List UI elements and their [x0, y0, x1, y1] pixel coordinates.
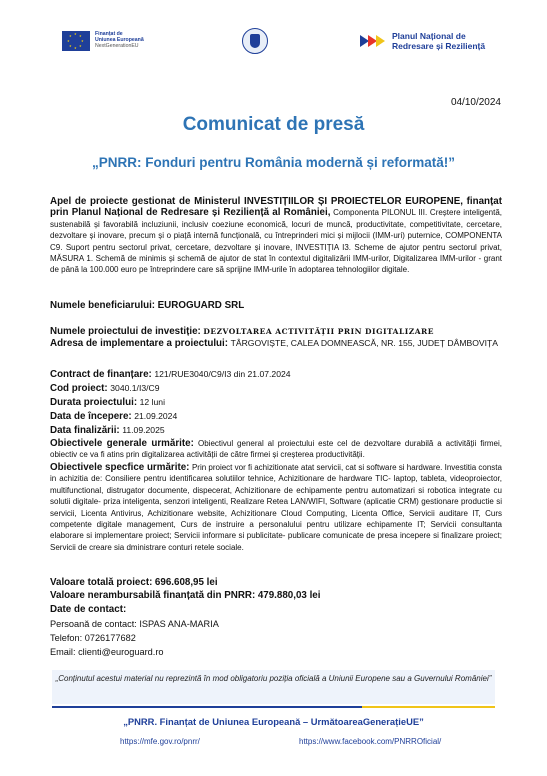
contact-phone: Telefon: 0726177682 — [50, 633, 136, 643]
grant-value-amount: 479.880,03 lei — [257, 590, 321, 601]
intro-paragraph — [50, 196, 502, 276]
beneficiary-label: Numele beneficiarului: — [50, 300, 156, 311]
project-name-value: DEZVOLTAREA ACTIVITĂȚII PRIN DIGITALIZARE — [203, 327, 434, 336]
specific-objectives-label: Obiectivele specfice urmărite: — [50, 462, 190, 473]
contract-row — [50, 369, 502, 381]
beneficiary-row — [50, 300, 502, 312]
code-value: 3040.1/I3/C9 — [110, 383, 160, 393]
intro-text: Componenta PILONUL III. Creștere inteligentă, sustenabilă și favorabilă incluziunii, inclusiv coeziune economică, locuri de muncă, productivitate, competitivitate, cercetare, dezvoltare și inovare, precum și o piață internă funcțională, cu întreprinderi mici și mijlocii (IMM-uri) puternice, COMPONENTA C9. Suport pentru sectorul privat, cercetare, dezvoltare și inovare, INVESTIȚIA I3. Scheme de ajutor pentru sectorul privat, MĂSURA 1. Schemă de minimis și schemă de ajutor de stat în contextul digitalizării IMM-urilor, Digitalizarea IMM-urilor - grant de până la 100.000 euro pe întreprindere care să sprijine IMM-urile în adoptarea tehnologiilor digitale. — [50, 208, 502, 275]
general-objectives-label: Obiectivele generale urmărite: — [50, 438, 194, 449]
grant-value-row — [50, 590, 502, 602]
contact-email[interactable]: Email: clienti@euroguard.ro — [50, 647, 164, 657]
eu-logo-line1: Finanțat de — [95, 31, 123, 37]
contact-heading-row — [50, 604, 502, 616]
duration-row — [50, 397, 502, 409]
footer-divider — [52, 706, 495, 708]
general-objectives-value: Obiectivul general al proiectului este cel de dezvoltare durabilă a activității firmei, obiectiv ce va fi atins prin digitalizarea activității de către firmei și creșterea productivității. — [50, 439, 502, 460]
footer-link-facebook[interactable]: https://www.facebook.com/PNRROficial/ — [299, 737, 442, 746]
pnrr-logo-line1: Planul Național de — [392, 31, 466, 41]
pnrr-logo-icon — [360, 33, 390, 49]
general-objectives — [50, 438, 502, 460]
pnrr-logo-line2: Redresare și Reziliență — [392, 40, 486, 51]
pnrr-logo-text — [392, 32, 485, 51]
project-address-label: Adresa de implementare a proiectului: — [50, 338, 229, 349]
duration-value: 12 luni — [139, 397, 165, 407]
end-label: Data finalizării: — [50, 425, 120, 436]
document-date: 04/10/2024 — [450, 97, 501, 108]
duration-label: Durata proiectului: — [50, 397, 138, 408]
contract-label: Contract de finanțare: — [50, 369, 152, 380]
eu-flag-icon: ★ ★ ★ ★ ★ ★ ★ ★ — [62, 31, 90, 51]
total-value-row — [50, 577, 502, 589]
code-row — [50, 383, 502, 395]
contact-heading: Date de contact: — [50, 604, 127, 615]
project-name-label: Numele proiectului de investiție: — [50, 326, 201, 337]
footer-slogan: „PNRR. Finanțat de Uniunea Europeană – UrmătoareaGenerațieUE” — [123, 716, 424, 727]
specific-objectives — [50, 462, 502, 553]
start-row — [50, 411, 502, 423]
page-subtitle: „PNRR: Fonduri pentru România modernă și reformată!” — [91, 155, 456, 170]
specific-objectives-value: Prin proiect vor fi achizitionate atat servicii, cat si software si hardware. Investitia consta in achizitia de: Consiliere pentru identificarea solutiilor tehnice, Achizitionare de hardware TIC- laptop, tableta, videoproiector, multifunctional, distrugator documente, dispecerat, Achizitionare de echipamente pentru automatizari si robotica integrate cu solutii digitale- priza inteligenta, senzori inteligenti, Realizare Retea LAN/WIFI, Software (aplicatie CRM) gestionare productie si servicii, Licenta Antivirus, Achizitionare website, Achizitionare Cloud Computing, Licenta Office, Servicii auditare IT, Curs competente digitale management, Curs de instruire a personalului pentru utilizare echipamente IT; Servicii consultanta elaborare si implementare proiect; Servicii informare si publicitate- publicare comunicate de presa incepere si finalizare proiect; Servicii de creare sia dministrare conturi retele sociale. — [50, 463, 502, 552]
start-label: Data de începere: — [50, 411, 132, 422]
total-value-label: Valoare totală proiect: — [50, 577, 153, 588]
eu-logo-line2: Uniunea Europeană — [95, 37, 144, 44]
end-value: 11.09.2025 — [122, 425, 165, 435]
disclaimer-box: „Conținutul acestui material nu reprezintă în mod obligatoriu poziția oficială a Uniunii Europene sau a Guvernului României” — [52, 670, 495, 704]
footer-link-mfe[interactable]: https://mfe.gov.ro/pnrr/ — [120, 737, 200, 746]
project-address-row — [50, 338, 502, 350]
total-value-amount: 696.608,95 lei — [154, 577, 218, 588]
end-row — [50, 425, 502, 437]
government-seal-icon — [242, 28, 268, 54]
contact-person: Persoană de contact: ISPAS ANA-MARIA — [50, 619, 219, 629]
intro-bold: Apel de proiecte gestionat de Ministerul INVESTIȚIILOR ȘI PROIECTELOR EUROPENE, finanțat prin Planul Național de Redresare și Reziliență al României, — [50, 196, 502, 219]
project-name-row — [50, 326, 502, 338]
page-title: Comunicat de presă — [182, 114, 365, 135]
beneficiary-value: EUROGUARD SRL — [157, 300, 245, 311]
grant-value-label: Valoare nerambursabilă finanțată din PNRR: — [50, 590, 256, 601]
code-label: Cod proiect: — [50, 383, 108, 394]
eu-logo-text — [95, 31, 144, 50]
eu-logo-line3: NextGenerationEU — [95, 43, 139, 50]
start-value: 21.09.2024 — [134, 411, 178, 421]
contract-value: 121/RUE3040/C9/I3 din 21.07.2024 — [154, 369, 291, 379]
project-address-value: TÂRGOVIȘTE, CALEA DOMNEASCĂ, NR. 155, JUDEȚ DÂMBOVIȚA — [230, 338, 499, 348]
